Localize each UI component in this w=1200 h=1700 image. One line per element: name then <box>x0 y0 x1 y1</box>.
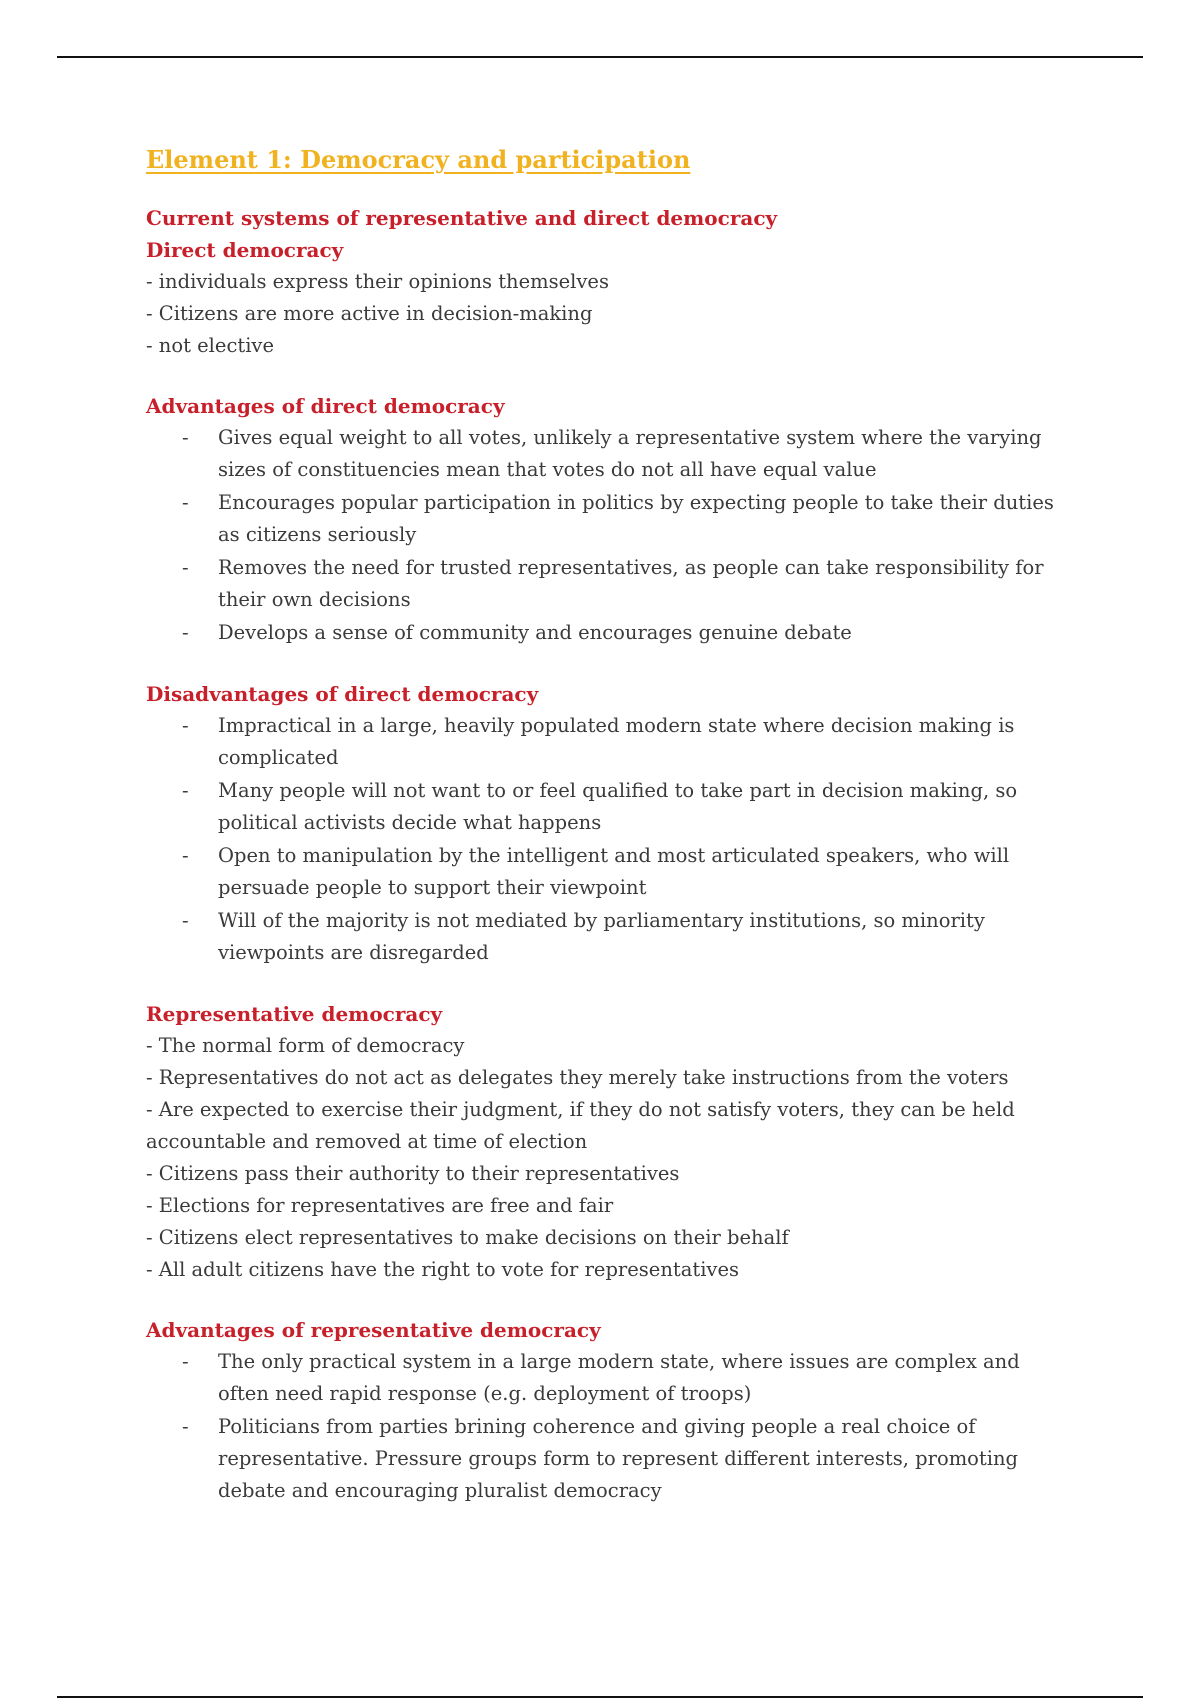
representative-line: - Are expected to exercise their judgment, if they do not satisfy voters, they can be held accountable and removed at time of election <box>146 1098 1015 1153</box>
bottom-rule <box>57 1696 1143 1698</box>
dash-bullet: - <box>182 779 189 802</box>
dash-bullet: - <box>182 491 189 514</box>
dash-bullet: - <box>182 1415 189 1438</box>
list-item-text: Open to manipulation by the intelligent and most articulated speakers, who will persuade people to support their viewpoint <box>218 844 1010 899</box>
list-item-text: Will of the majority is not mediated by parliamentary institutions, so minority viewpoints are disregarded <box>218 909 985 964</box>
dash-bullet: - <box>182 621 189 644</box>
representative-line: - Elections for representatives are free and fair <box>146 1194 614 1217</box>
direct-line: - individuals express their opinions themselves <box>146 270 609 293</box>
list-item-text: Removes the need for trusted representatives, as people can take responsibility for their own decisions <box>218 556 1044 611</box>
page-title: Element 1: Democracy and participation <box>146 145 691 174</box>
representative-line: - All adult citizens have the right to vote for representatives <box>146 1258 739 1281</box>
dash-bullet: - <box>182 556 189 579</box>
list-item <box>146 1411 1066 1507</box>
section-heading-dis-direct: Disadvantages of direct democracy <box>146 682 539 706</box>
list-item <box>146 775 1066 839</box>
adv-rep-list <box>146 1346 1066 1507</box>
list-item <box>146 617 1066 649</box>
list-item-text: The only practical system in a large modern state, where issues are complex and often need rapid response (e.g. deployment of troops) <box>218 1350 1020 1405</box>
top-rule <box>57 56 1143 58</box>
list-item-text: Many people will not want to or feel qualified to take part in decision making, so political activists decide what happens <box>218 779 1018 834</box>
document-page <box>146 140 1066 1508</box>
list-item <box>146 487 1066 551</box>
dash-bullet: - <box>182 426 189 449</box>
dash-bullet: - <box>182 1350 189 1373</box>
representative-line: - Representatives do not act as delegates they merely take instructions from the voters <box>146 1066 1009 1089</box>
section-heading-direct-democracy: Direct democracy <box>146 238 344 262</box>
dash-bullet: - <box>182 714 189 737</box>
representative-line: - Citizens pass their authority to their representatives <box>146 1162 680 1185</box>
list-item-text: Encourages popular participation in politics by expecting people to take their duties as citizens seriously <box>218 491 1054 546</box>
direct-line: - Citizens are more active in decision-making <box>146 302 593 325</box>
list-item-text: Impractical in a large, heavily populated modern state where decision making is complicated <box>218 714 1015 769</box>
representative-line: - The normal form of democracy <box>146 1034 465 1057</box>
list-item <box>146 1346 1066 1410</box>
section-heading-representative: Representative democracy <box>146 1002 443 1026</box>
list-item <box>146 422 1066 486</box>
dash-bullet: - <box>182 909 189 932</box>
list-item-text: Develops a sense of community and encourages genuine debate <box>218 621 852 644</box>
dash-bullet: - <box>182 844 189 867</box>
list-item <box>146 552 1066 616</box>
section-heading-current-systems: Current systems of representative and direct democracy <box>146 206 778 230</box>
section-heading-adv-direct: Advantages of direct democracy <box>146 394 505 418</box>
list-item <box>146 905 1066 969</box>
adv-direct-list <box>146 422 1066 649</box>
direct-line: - not elective <box>146 334 274 357</box>
list-item-text: Gives equal weight to all votes, unlikely a representative system where the varying sizes of constituencies mean that votes do not all have equal value <box>218 426 1042 481</box>
list-item <box>146 840 1066 904</box>
dis-direct-list <box>146 710 1066 969</box>
representative-line: - Citizens elect representatives to make decisions on their behalf <box>146 1226 789 1249</box>
section-heading-adv-representative: Advantages of representative democracy <box>146 1318 601 1342</box>
list-item <box>146 710 1066 774</box>
list-item-text: Politicians from parties brining coherence and giving people a real choice of representative. Pressure groups form to represent different interests, promoting debate and encouraging pluralist democracy <box>218 1415 1019 1502</box>
